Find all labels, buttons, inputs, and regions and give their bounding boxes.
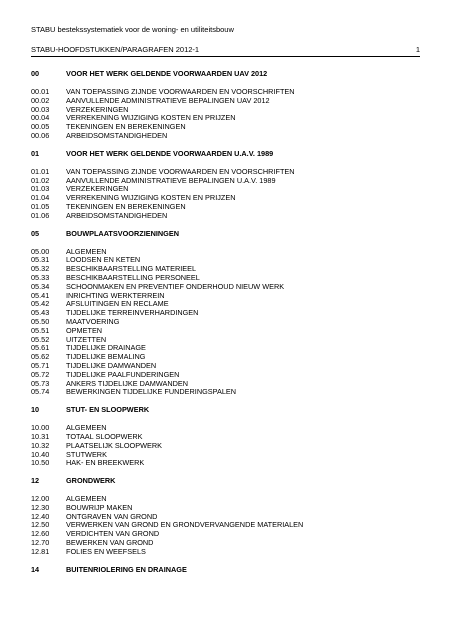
paragraph-code: 12.60 [31, 529, 50, 539]
paragraph-title: INRICHTING WERKTERREIN [66, 290, 165, 300]
paragraph-code: 00.06 [31, 130, 50, 140]
paragraph-code: 01.01 [31, 166, 50, 176]
paragraph-code: 00.04 [31, 113, 50, 123]
paragraph-code: 05.00 [31, 246, 50, 256]
paragraph-title: AANVULLENDE ADMINISTRATIEVE BEPALINGEN U.A.V. 1989 [66, 175, 276, 185]
paragraph-title: UITZETTEN [66, 334, 107, 344]
paragraph-code: 05.72 [31, 369, 50, 379]
paragraph-code: 12.40 [31, 511, 50, 521]
paragraph-code: 12.00 [31, 494, 50, 504]
paragraph-title: BESCHIKBAARSTELLING MATERIEEL [66, 264, 197, 274]
paragraph-title: ARBEIDSOMSTANDIGHEDEN [66, 130, 168, 140]
paragraph-code: 10.31 [31, 431, 50, 441]
paragraph-title: ANKERS TIJDELIJKE DAMWANDEN [66, 378, 189, 388]
chapter-code: 05 [31, 228, 40, 238]
chapter-section [31, 477, 420, 566]
paragraph-title: BEWERKEN VAN GROND [66, 538, 154, 548]
paragraph-title: ALGEMEEN [66, 494, 107, 504]
paragraph-code: 12.30 [31, 502, 50, 512]
paragraph-title: VAN TOEPASSING ZIJNDE VOORWAARDEN EN VOORSCHRIFTEN [66, 166, 295, 176]
paragraph-title: VERDICHTEN VAN GROND [66, 529, 160, 539]
paragraph-code: 12.70 [31, 538, 50, 548]
chapter-heading [31, 406, 420, 415]
paragraph-title: TIJDELIJKE DAMWANDEN [66, 360, 157, 370]
paragraph-row [31, 459, 420, 468]
paragraph-title: VAN TOEPASSING ZIJNDE VOORWAARDEN EN VOORSCHRIFTEN [66, 87, 295, 96]
paragraph-code: 05.61 [31, 343, 50, 353]
paragraph-title: PLAATSELIJK SLOOPWERK [66, 440, 162, 450]
paragraph-code: 05.32 [31, 264, 50, 274]
paragraph-title: VERREKENING WIJZIGING KOSTEN EN PRIJZEN [66, 193, 236, 203]
paragraph-code: 05.74 [31, 387, 50, 397]
paragraph-title: VERREKENING WIJZIGING KOSTEN EN PRIJZEN [66, 113, 236, 123]
paragraph-code: 01.04 [31, 193, 50, 203]
paragraph-code: 05.31 [31, 255, 50, 265]
chapter-title: STUT- EN SLOOPWERK [66, 405, 150, 415]
paragraph-title: FOLIES EN WEEFSELS [66, 546, 146, 556]
chapter-title: BOUWPLAATSVOORZIENINGEN [66, 228, 179, 238]
paragraph-code: 05.33 [31, 272, 50, 282]
paragraph-title: ONTGRAVEN VAN GROND [66, 511, 158, 521]
chapter-heading [31, 230, 420, 239]
chapter-title: VOOR HET WERK GELDENDE VOORWAARDEN U.A.V. 1989 [66, 148, 274, 158]
paragraph-code: 05.52 [31, 334, 50, 344]
chapter-title: BUITENRIOLERING EN DRAINAGE [66, 564, 187, 574]
paragraph-row [31, 132, 420, 141]
paragraph-code: 05.41 [31, 290, 50, 300]
chapter-heading [31, 566, 420, 575]
paragraph-title: BOUWRIJP MAKEN [66, 502, 133, 512]
chapter-section [31, 566, 420, 575]
paragraph-title: AFSLUITINGEN EN RECLAME [66, 299, 169, 309]
paragraph-title: TEKENINGEN EN BEREKENINGEN [66, 201, 186, 211]
page-number: 1 [415, 45, 420, 54]
paragraph-title: AANVULLENDE ADMINISTRATIEVE BEPALINGEN UAV 2012 [66, 95, 270, 105]
paragraph-code: 05.71 [31, 360, 50, 370]
paragraph-code: 10.40 [31, 449, 50, 459]
paragraph-code: 00.02 [31, 95, 50, 105]
paragraph-title: HAK- EN BREEKWERK [66, 458, 145, 468]
paragraph-title: VERWERKEN VAN GROND EN GRONDVERVANGENDE MATERIALEN [66, 520, 304, 530]
paragraph-code: 10.50 [31, 458, 50, 468]
paragraph-title: BESCHIKBAARSTELLING PERSONEEL [66, 272, 200, 282]
document-subtitle: STABU-HOOFDSTUKKEN/PARAGRAFEN 2012-1 [31, 45, 200, 54]
paragraph-title: TEKENINGEN EN BEREKENINGEN [66, 122, 186, 132]
chapter-heading [31, 477, 420, 486]
paragraph-title: SCHOONMAKEN EN PREVENTIEF ONDERHOUD NIEUW WERK [66, 281, 285, 291]
paragraph-code: 05.42 [31, 299, 50, 309]
paragraph-code: 01.05 [31, 201, 50, 211]
paragraph-code: 00.03 [31, 104, 50, 114]
paragraph-code: 01.02 [31, 175, 50, 185]
paragraph-code: 01.03 [31, 184, 50, 194]
chapter-code: 14 [31, 564, 40, 574]
paragraph-title: ALGEMEEN [66, 246, 107, 256]
paragraph-title: TIJDELIJKE DRAINAGE [66, 343, 146, 353]
paragraph-title: LOODSEN EN KETEN [66, 255, 141, 265]
paragraph-title: VERZEKERINGEN [66, 184, 129, 194]
chapter-code: 12 [31, 476, 40, 486]
paragraph-code: 00.05 [31, 122, 50, 132]
paragraph-title: TOTAAL SLOOPWERK [66, 431, 143, 441]
chapter-section [31, 150, 420, 230]
paragraph-row [31, 388, 420, 397]
paragraph-title: VERZEKERINGEN [66, 104, 129, 114]
document-title: STABU bestekssystematiek voor de woning- en utiliteitsbouw [31, 25, 234, 34]
chapter-section [31, 70, 420, 150]
paragraph-title: TIJDELIJKE TERREINVERHARDINGEN [66, 308, 199, 318]
paragraph-title: ALGEMEEN [66, 423, 107, 433]
chapter-heading [31, 150, 420, 159]
chapter-title: VOOR HET WERK GELDENDE VOORWAARDEN UAV 2012 [66, 69, 268, 78]
paragraph-title: OPMETEN [66, 325, 103, 335]
paragraph-code: 05.62 [31, 352, 50, 362]
paragraph-code: 05.51 [31, 325, 50, 335]
paragraph-code: 12.81 [31, 546, 50, 556]
paragraph-title: ARBEIDSOMSTANDIGHEDEN [66, 210, 168, 220]
chapter-code: 10 [31, 405, 40, 415]
chapter-heading [31, 70, 420, 79]
chapter-title: GRONDWERK [66, 476, 116, 486]
paragraph-code: 05.43 [31, 308, 50, 318]
paragraph-code: 10.32 [31, 440, 50, 450]
chapter-list [31, 70, 420, 584]
paragraph-title: BEWERKINGEN TIJDELIJKE FUNDERINGSPALEN [66, 387, 237, 397]
paragraph-title: TIJDELIJKE BEMALING [66, 352, 146, 362]
paragraph-row [31, 548, 420, 557]
paragraph-title: TIJDELIJKE PAALFUNDERINGEN [66, 369, 180, 379]
header-divider [31, 56, 420, 57]
paragraph-code: 05.50 [31, 316, 50, 326]
chapter-code: 00 [31, 69, 40, 78]
paragraph-code: 01.06 [31, 210, 50, 220]
paragraph-title: MAATVOERING [66, 316, 120, 326]
paragraph-code: 12.50 [31, 520, 50, 530]
chapter-section [31, 406, 420, 477]
paragraph-code: 10.00 [31, 423, 50, 433]
paragraph-code: 05.34 [31, 281, 50, 291]
paragraph-title: STUTWERK [66, 449, 107, 459]
chapter-code: 01 [31, 148, 40, 158]
paragraph-row [31, 212, 420, 221]
chapter-section [31, 230, 420, 407]
paragraph-code: 00.01 [31, 87, 50, 96]
paragraph-code: 05.73 [31, 378, 50, 388]
